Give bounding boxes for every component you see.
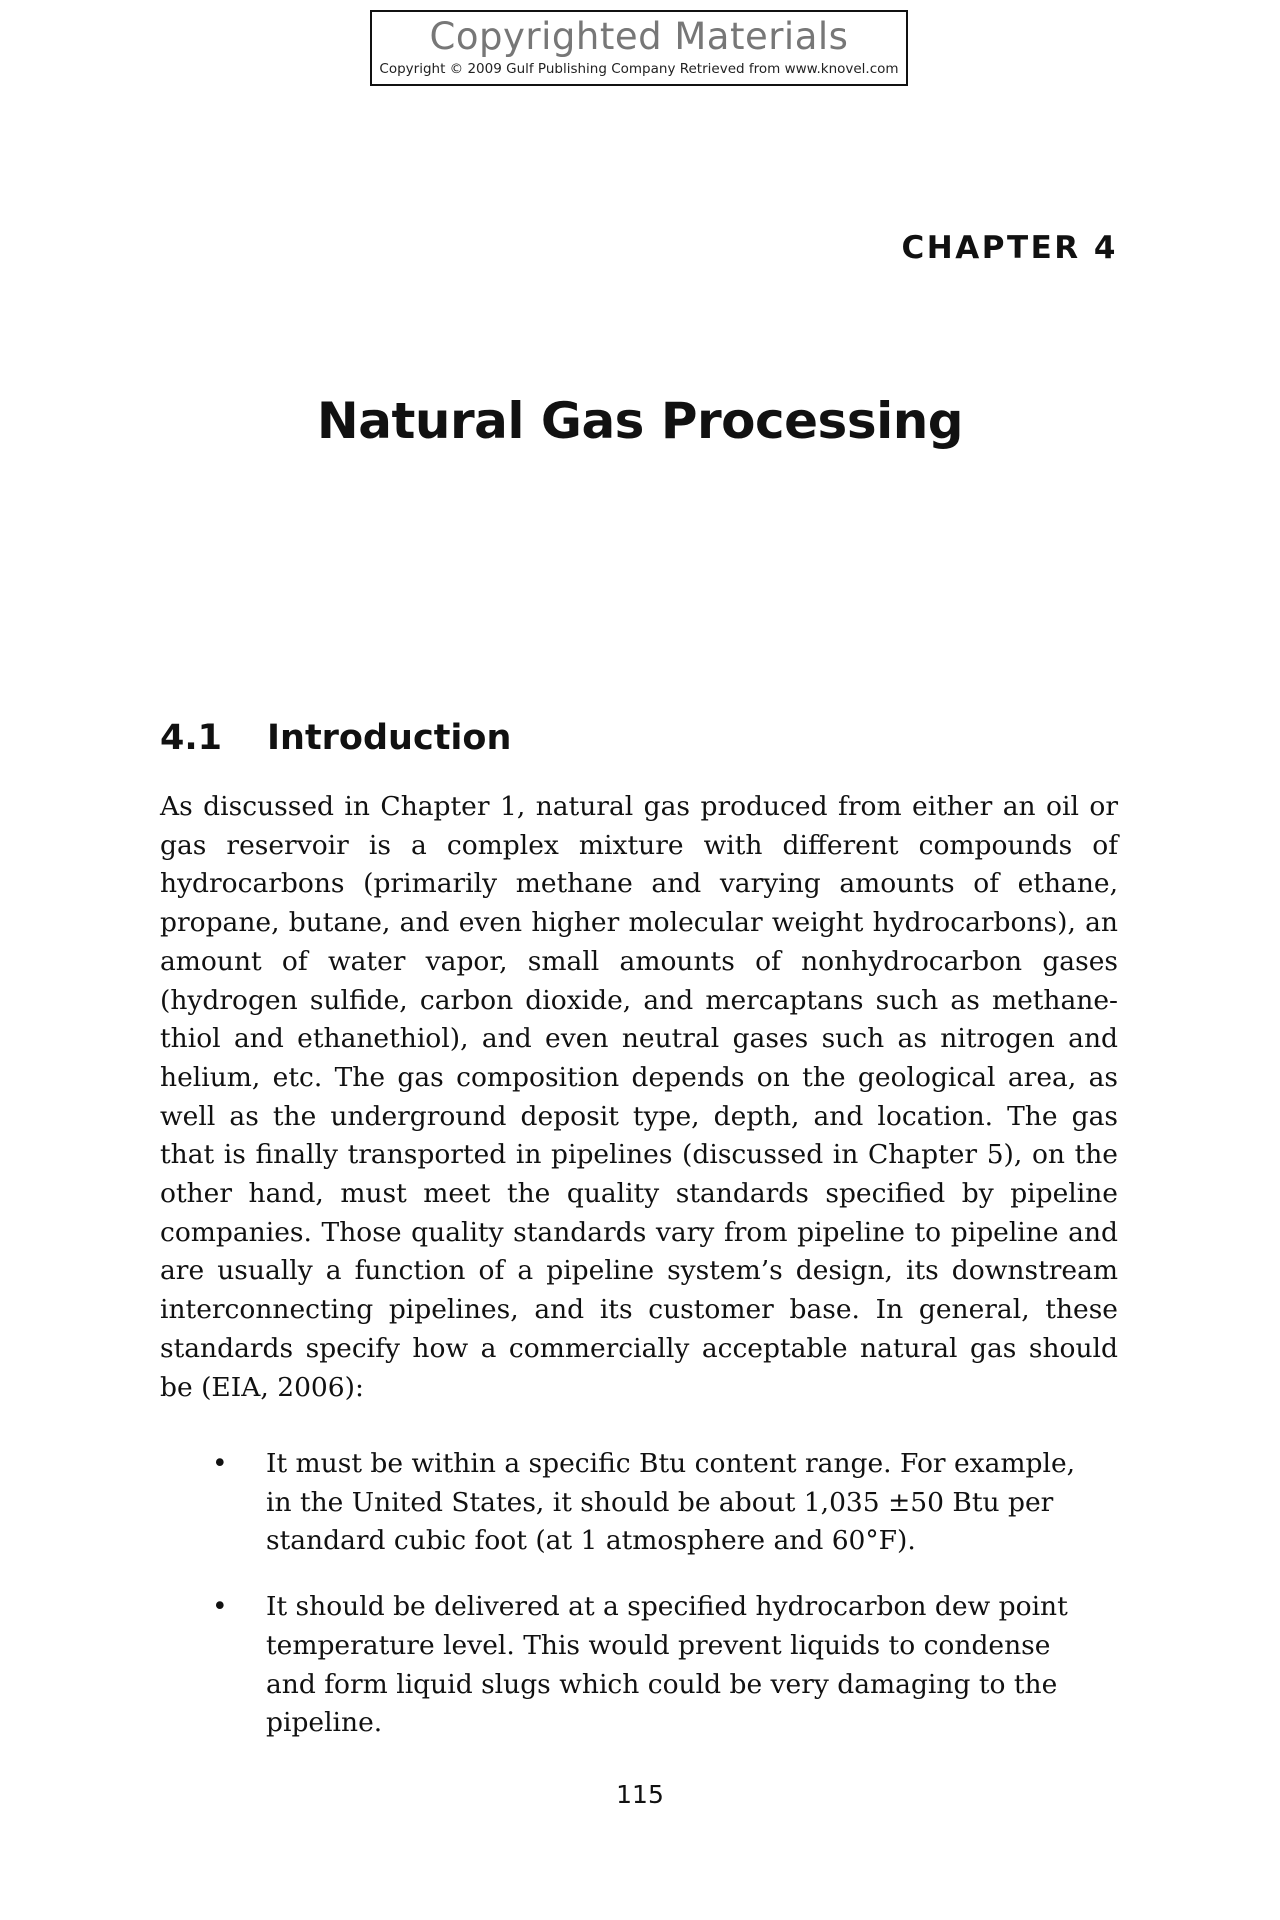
chapter-label: CHAPTER 4: [901, 230, 1118, 266]
chapter-title: Natural Gas Processing: [316, 392, 964, 450]
bullet-list: [160, 1445, 1118, 1770]
section-heading: [160, 718, 511, 758]
intro-paragraph: As discussed in Chapter 1, natural gas produced from either an oil or gas reservoir is a complex mixture with different compounds of hydrocarbons (primarily methane and varying amounts of ethane, propane, butane, and even higher molecular weight hydrocarbons), an amount of water vapor, small amounts of nonhydrocarbon gases (hydrogen sulfide, carbon dioxide, and mercaptans such as methanethiol and ethanethiol), and even neutral gases such as nitrogen and helium, etc. The gas composition depends on the geological area, as well as the underground deposit type, depth, and location. The gas that is finally transported in pipelines (discussed in Chapter 5), on the other hand, must meet the quality standards specified by pipeline companies. Those quality standards vary from pipeline to pipeline and are usually a function of a pipeline system’s design, its downstream interconnecting pipelines, and its customer base. In general, these standards specify how a commercially acceptable natural gas should be (EIA, 2006):: [160, 791, 1118, 1403]
bullet-icon: •: [212, 1591, 228, 1623]
section-title: Introduction: [267, 718, 512, 758]
bullet-item: [160, 1445, 1118, 1561]
copyright-stamp-title: Copyrighted Materials: [429, 15, 849, 58]
bullet-text: It should be delivered at a specified hydrocarbon dew point temperature level. This would prevent liquids to condense and form liquid slugs which could be very damaging to the pipeline.: [266, 1591, 1068, 1739]
bullet-item: [160, 1588, 1118, 1743]
bullet-text: It must be within a specific Btu content range. For example, in the United States, it should be about 1,035 ±50 Btu per standard cubic foot (at 1 atmosphere and 60°F).: [266, 1448, 1076, 1557]
bullet-icon: •: [212, 1448, 228, 1479]
page-number: 115: [616, 1780, 664, 1809]
section-number: 4.1: [160, 718, 223, 758]
copyright-stamp-subtitle: Copyright © 2009 Gulf Publishing Company Retrieved from www.knovel.com: [379, 61, 899, 77]
copyright-stamp: [370, 10, 908, 86]
